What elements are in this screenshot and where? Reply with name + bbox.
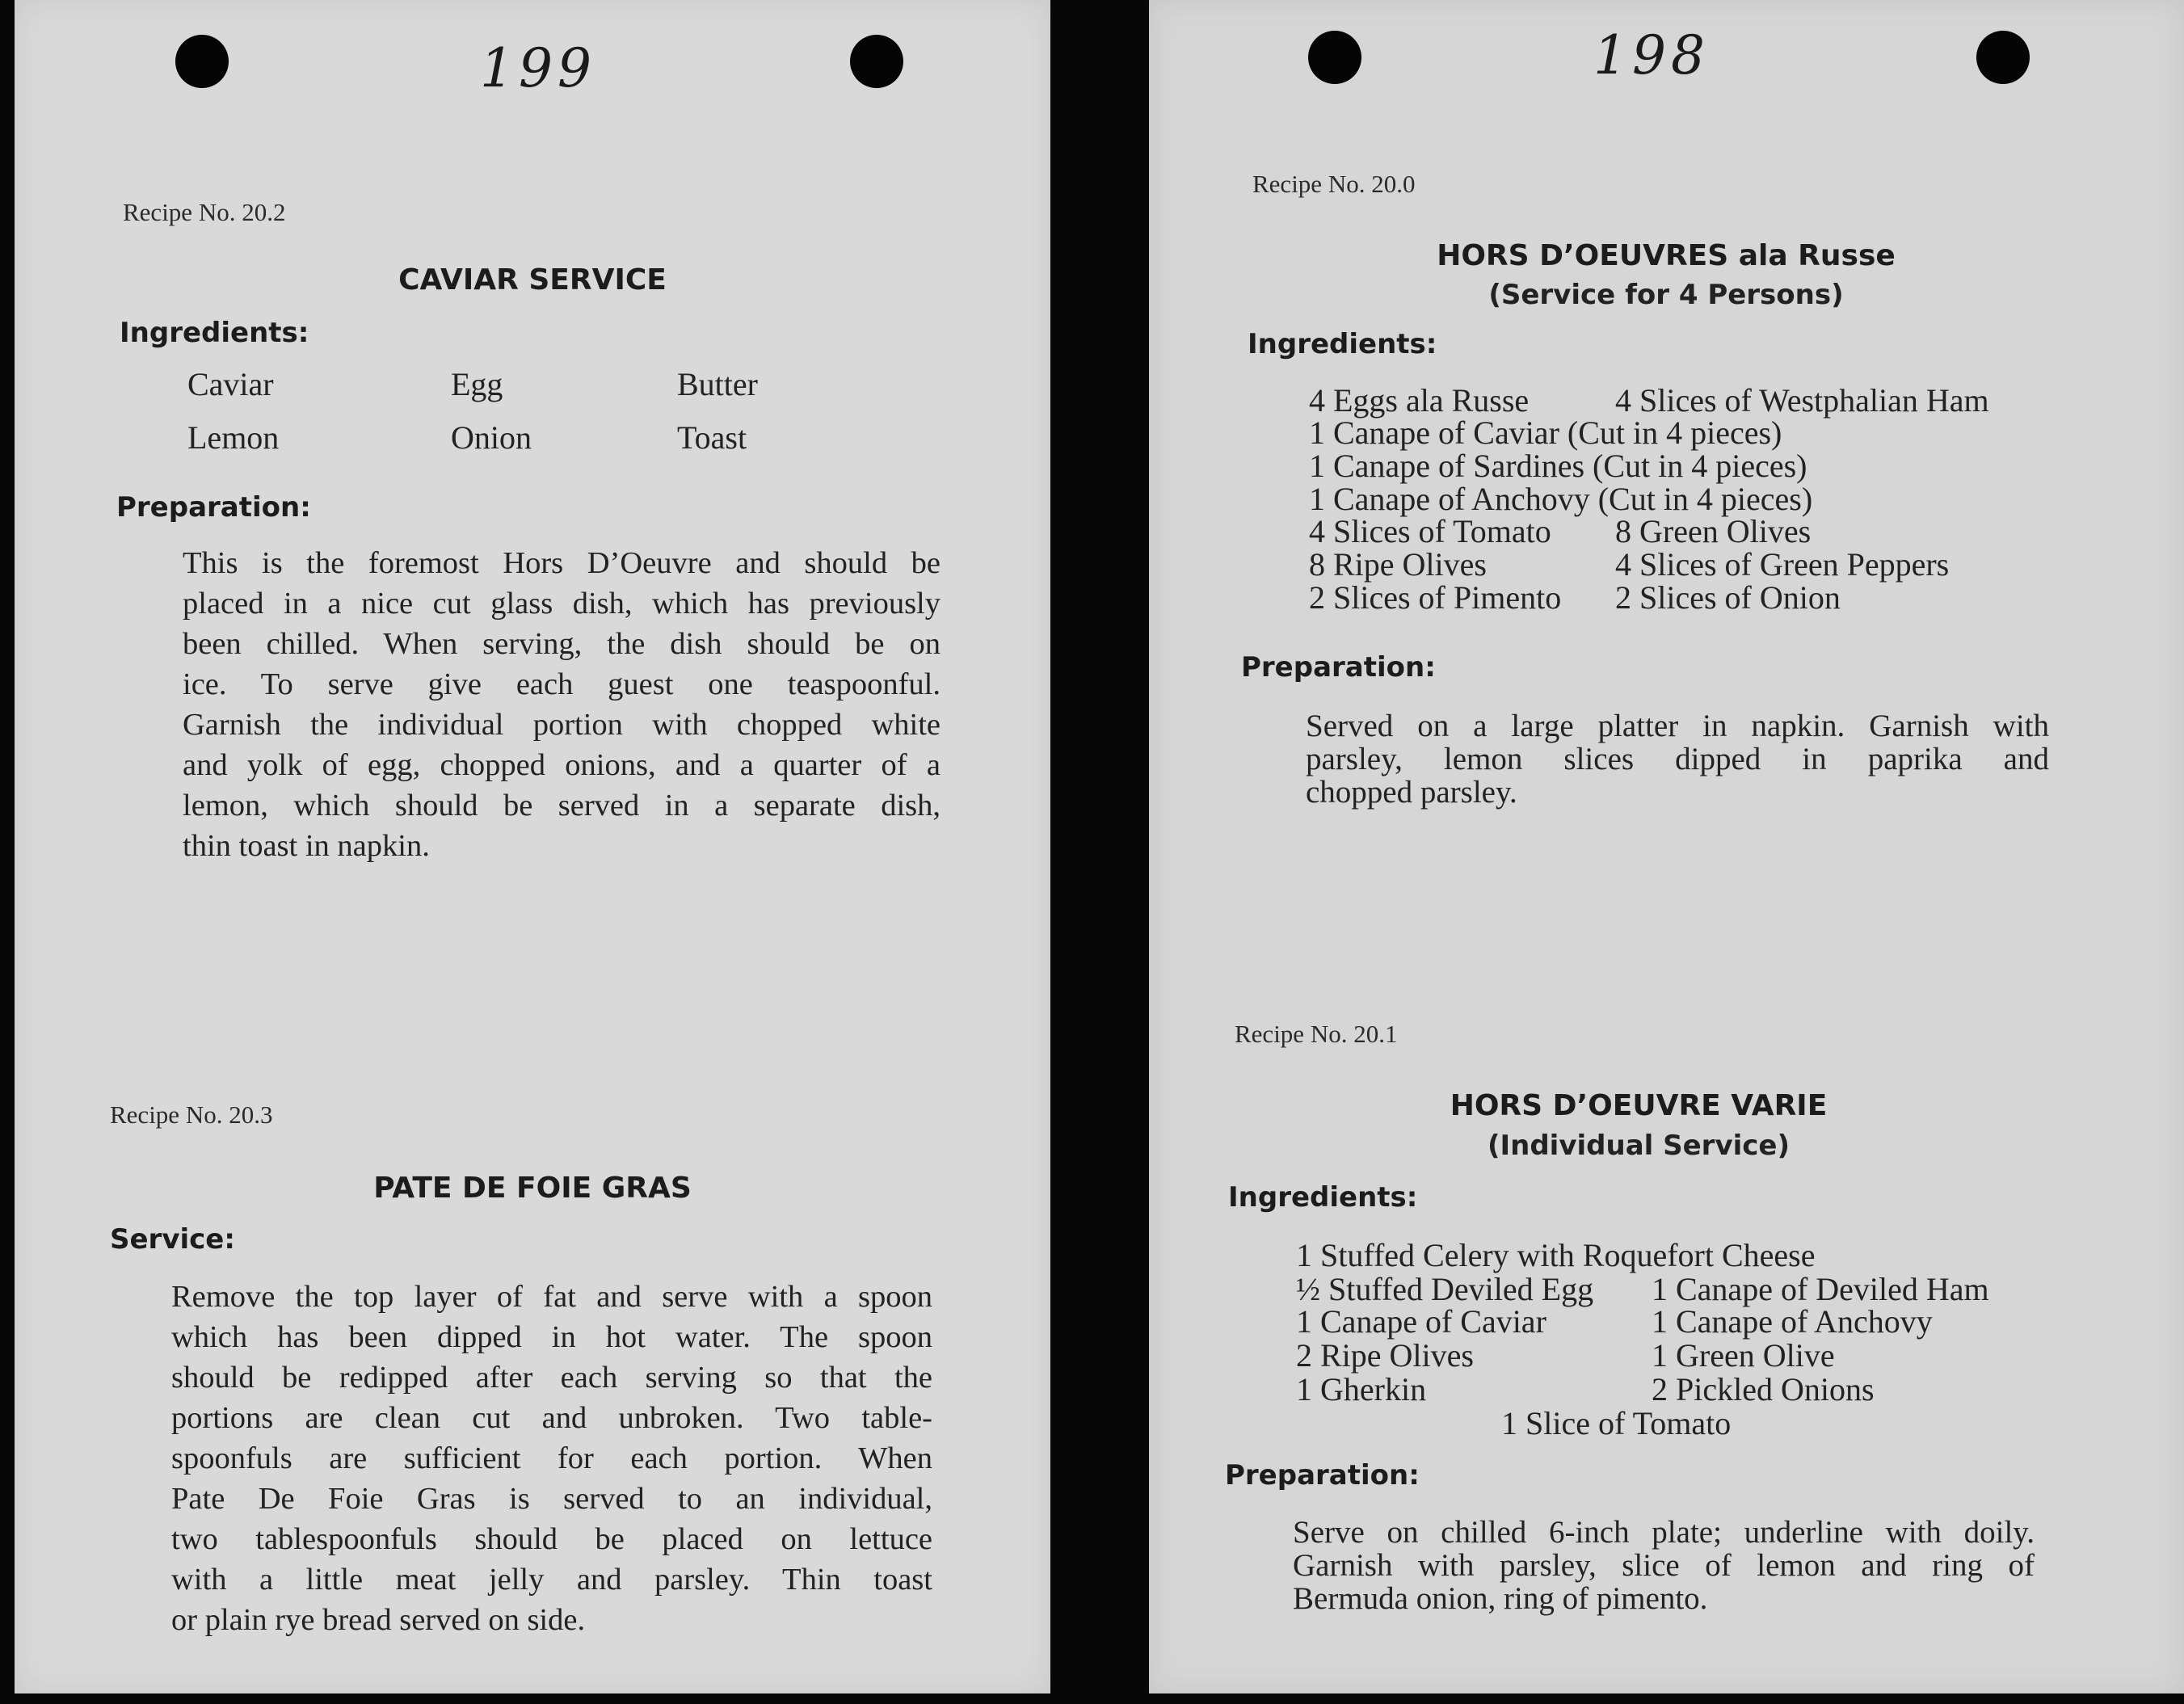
preparation-text bbox=[183, 543, 941, 866]
recipe-title: HORS D’OEUVRE VARIE bbox=[1450, 1089, 1828, 1122]
ingredient-item: 8 Ripe Olives bbox=[1309, 546, 1487, 583]
preparation-heading: Preparation: bbox=[1241, 651, 1436, 684]
ingredient-item: 1 Stuffed Celery with Roquefort Cheese bbox=[1296, 1237, 1816, 1273]
text-line: with a little meat jelly and parsley. Thin toast bbox=[171, 1563, 932, 1597]
ingredient-item: Caviar bbox=[187, 366, 274, 402]
ingredient-item: Onion bbox=[451, 419, 532, 456]
ingredient-item: Butter bbox=[677, 366, 758, 402]
recipe-number: Recipe No. 20.1 bbox=[1235, 1020, 1398, 1048]
ingredient-item: 1 Canape of Anchovy bbox=[1652, 1303, 1933, 1340]
preparation-heading: Preparation: bbox=[116, 491, 311, 524]
text-line: portions are clean cut and unbroken. Two table- bbox=[171, 1401, 932, 1435]
text-line: which has been dipped in hot water. The spoon bbox=[171, 1320, 932, 1354]
ingredient-item: 1 Green Olive bbox=[1652, 1337, 1835, 1374]
text-line: lemon, which should be served in a separate dish, bbox=[183, 789, 941, 823]
recipe-subtitle: (Individual Service) bbox=[1487, 1130, 1791, 1162]
text-line: thin toast in napkin. bbox=[183, 829, 430, 863]
recipe-number: Recipe No. 20.2 bbox=[123, 198, 286, 226]
ingredients-heading: Ingredients: bbox=[1248, 328, 1437, 360]
recipe-title: HORS D’OEUVRES ala Russe bbox=[1437, 239, 1896, 272]
recipe-number: Recipe No. 20.0 bbox=[1252, 170, 1416, 198]
text-line: Bermuda onion, ring of pimento. bbox=[1293, 1581, 1708, 1616]
service-text bbox=[171, 1277, 932, 1640]
ingredient-item: 1 Canape of Caviar bbox=[1296, 1303, 1546, 1340]
ingredient-item: Toast bbox=[677, 419, 747, 456]
ingredient-item: 2 Pickled Onions bbox=[1652, 1371, 1875, 1407]
preparation-text bbox=[1306, 709, 2049, 809]
ingredient-item: 4 Slices of Tomato bbox=[1309, 513, 1551, 549]
ingredient-item: 2 Ripe Olives bbox=[1296, 1337, 1474, 1374]
binder-hole-left bbox=[175, 35, 229, 88]
ingredient-item: 1 Canape of Sardines (Cut in 4 pieces) bbox=[1309, 448, 1807, 484]
ingredient-item: 8 Green Olives bbox=[1615, 513, 1812, 549]
recipe-title: PATE DE FOIE GRAS bbox=[373, 1172, 692, 1205]
text-line: should be redipped after each serving so that the bbox=[171, 1361, 932, 1395]
ingredient-item: 4 Slices of Green Peppers bbox=[1615, 546, 1950, 583]
ingredient-item: 2 Slices of Onion bbox=[1615, 579, 1841, 616]
ingredient-item: 4 Eggs ala Russe bbox=[1309, 382, 1530, 419]
recipe-subtitle: (Service for 4 Persons) bbox=[1488, 279, 1844, 311]
text-line: Garnish the individual portion with chopped white bbox=[183, 708, 941, 742]
ingredient-item: 4 Slices of Westphalian Ham bbox=[1615, 382, 1989, 419]
text-line: Serve on chilled 6-inch plate; underline with doily. bbox=[1293, 1515, 2035, 1550]
ingredient-item: ½ Stuffed Deviled Egg bbox=[1296, 1271, 1594, 1307]
ingredient-item: 1 Slice of Tomato bbox=[1501, 1405, 1732, 1441]
text-line: placed in a nice cut glass dish, which has previously bbox=[183, 587, 941, 621]
preparation-text bbox=[1293, 1516, 2035, 1615]
text-line: chopped parsley. bbox=[1306, 775, 1517, 810]
text-line: ice. To serve give each guest one teaspoonful. bbox=[183, 667, 941, 701]
ingredients-heading: Ingredients: bbox=[1228, 1181, 1418, 1214]
recipe-card-right bbox=[1149, 0, 2184, 1693]
ingredient-item: Lemon bbox=[187, 419, 280, 456]
text-line: parsley, lemon slices dipped in paprika and bbox=[1306, 742, 2049, 776]
ingredients-heading: Ingredients: bbox=[120, 317, 309, 349]
text-line: and yolk of egg, chopped onions, and a quarter of a bbox=[183, 748, 941, 782]
text-line: spoonfuls are sufficient for each portion. When bbox=[171, 1441, 932, 1475]
ingredient-item: Egg bbox=[451, 366, 503, 402]
ingredient-item: 1 Canape of Deviled Ham bbox=[1652, 1271, 1989, 1307]
binder-hole-right bbox=[850, 35, 903, 88]
ingredient-item: 1 Gherkin bbox=[1296, 1371, 1427, 1407]
text-line: Garnish with parsley, slice of lemon and ring of bbox=[1293, 1548, 2035, 1583]
text-line: Served on a large platter in napkin. Garnish with bbox=[1306, 709, 2049, 743]
binder-hole-left bbox=[1308, 31, 1361, 84]
text-line: been chilled. When serving, the dish should be on bbox=[183, 627, 941, 661]
recipe-title: CAVIAR SERVICE bbox=[398, 263, 667, 297]
ingredient-item: 1 Canape of Anchovy (Cut in 4 pieces) bbox=[1309, 481, 1813, 517]
binder-hole-right bbox=[1976, 31, 2030, 84]
text-line: or plain rye bread served on side. bbox=[171, 1603, 586, 1637]
ingredient-item: 1 Canape of Caviar (Cut in 4 pieces) bbox=[1309, 414, 1782, 451]
text-line: Remove the top layer of fat and serve with a spoon bbox=[171, 1280, 932, 1314]
text-line: This is the foremost Hors D’Oeuvre and should be bbox=[183, 546, 941, 580]
text-line: two tablespoonfuls should be placed on lettuce bbox=[171, 1522, 932, 1556]
service-heading: Service: bbox=[110, 1223, 235, 1256]
recipe-card-left bbox=[15, 0, 1050, 1693]
text-line: Pate De Foie Gras is served to an individual, bbox=[171, 1482, 932, 1516]
page-number: 198 bbox=[1593, 24, 1710, 86]
recipe-number: Recipe No. 20.3 bbox=[110, 1100, 273, 1129]
preparation-heading: Preparation: bbox=[1225, 1459, 1420, 1492]
page-number: 199 bbox=[480, 37, 596, 99]
ingredient-item: 2 Slices of Pimento bbox=[1309, 579, 1562, 616]
